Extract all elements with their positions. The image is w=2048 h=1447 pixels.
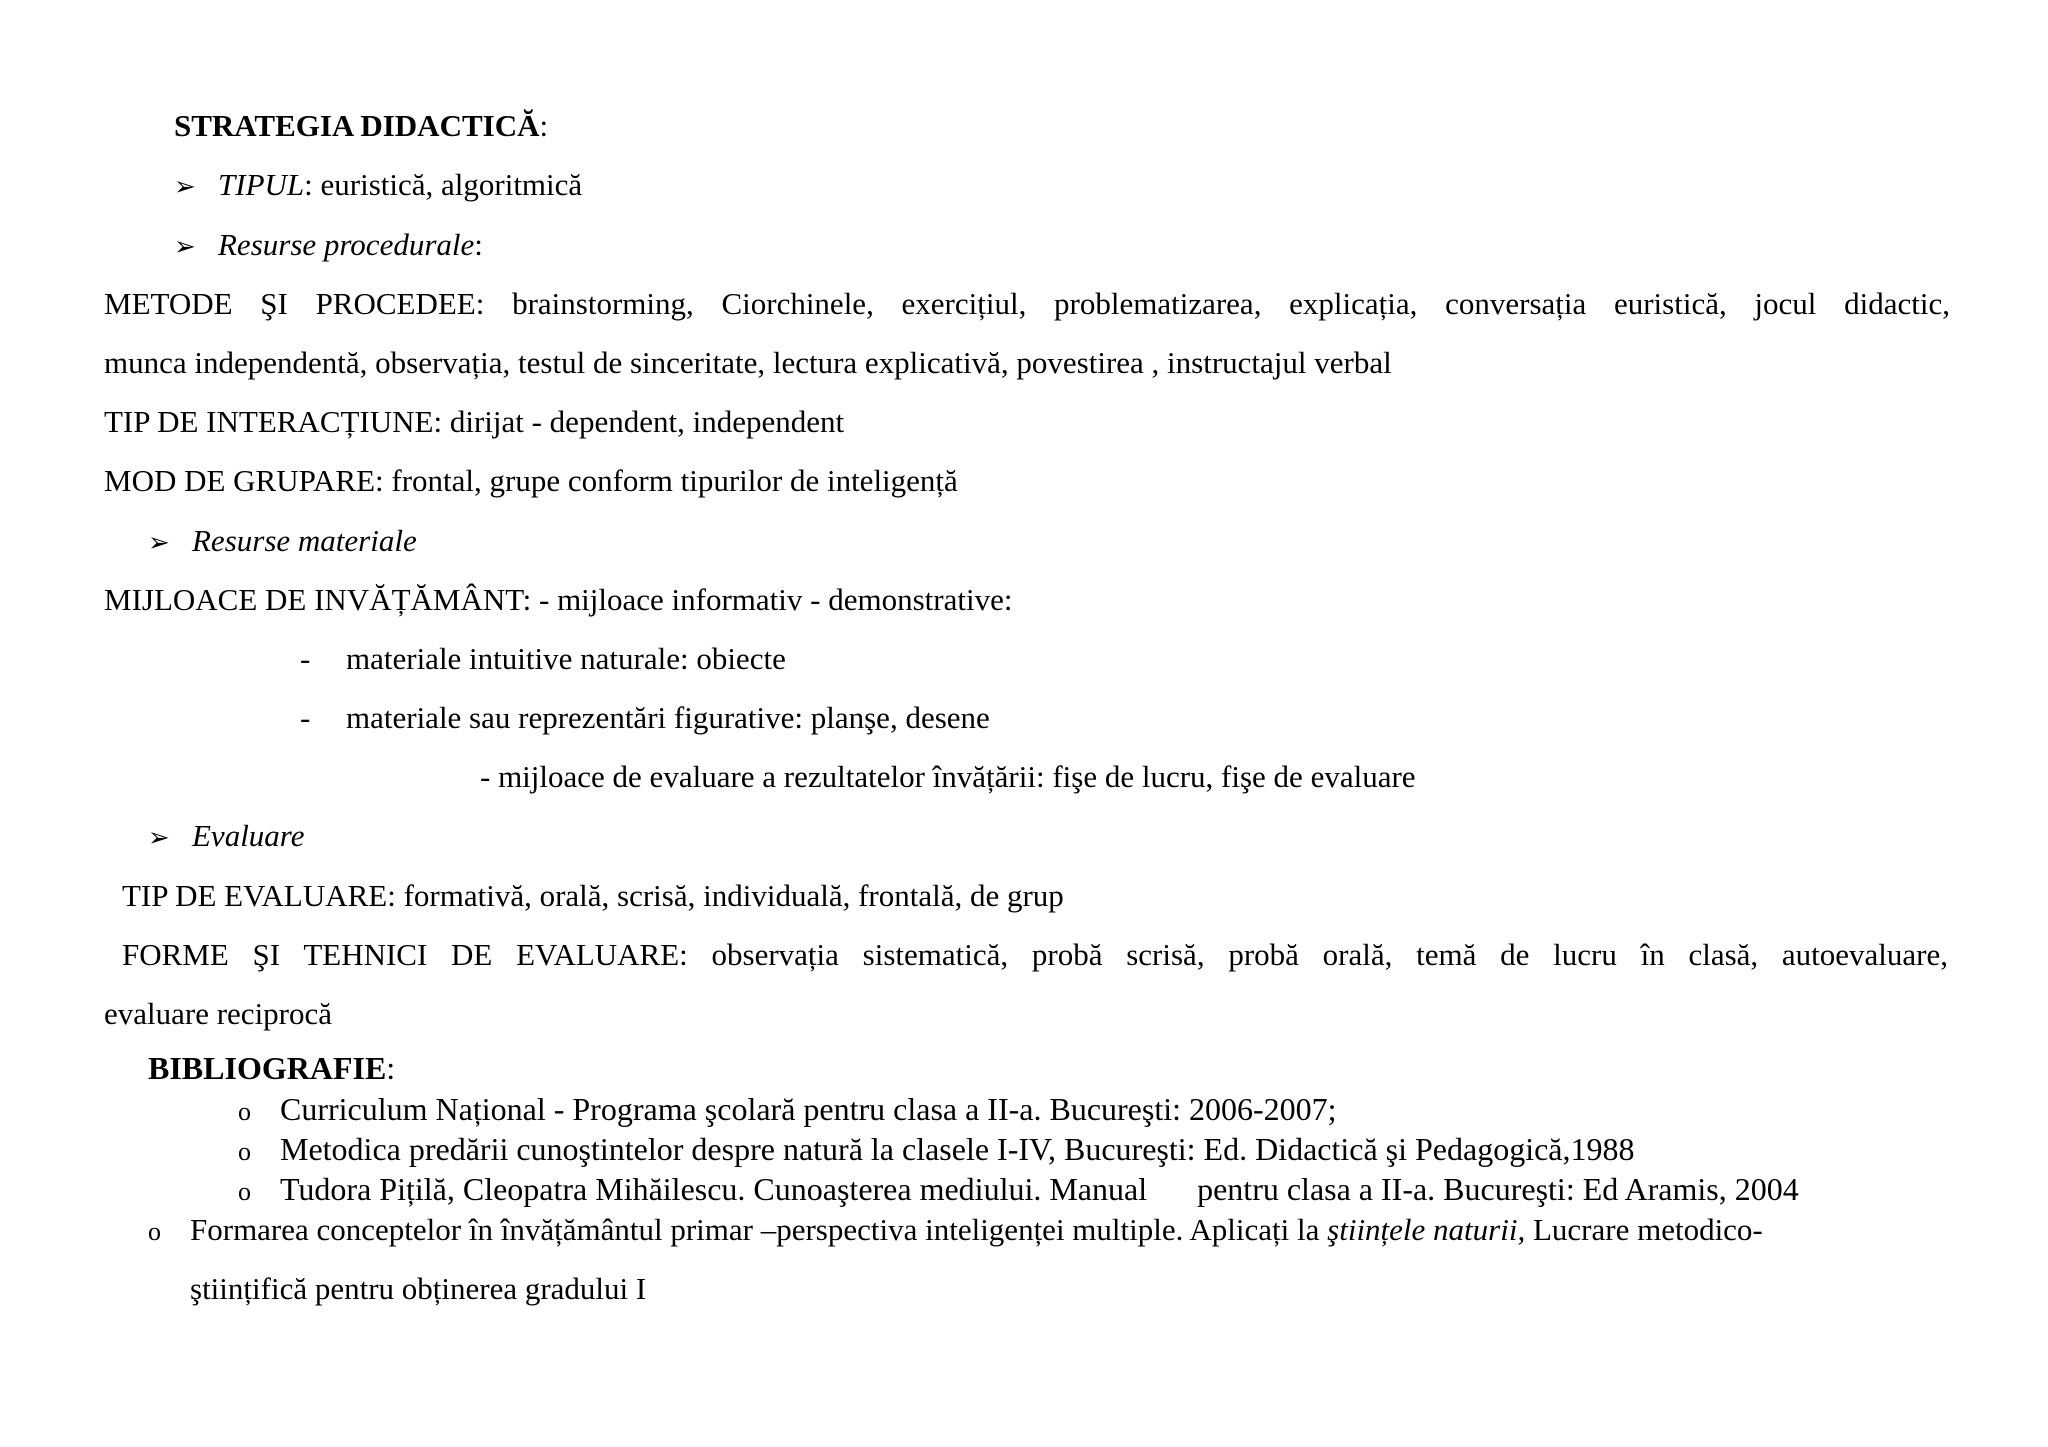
arrow-bullet-icon: ➢ bbox=[174, 172, 196, 201]
procedural-resources-item bbox=[174, 229, 483, 260]
type-item bbox=[174, 169, 582, 200]
arrow-bullet-icon: ➢ bbox=[148, 823, 170, 852]
arrow-bullet-icon: ➢ bbox=[174, 232, 196, 261]
procedural-label: Resurse procedurale bbox=[218, 227, 475, 262]
type-value: : euristică, algoritmică bbox=[304, 167, 583, 202]
bibliography-item-1 bbox=[238, 1093, 1337, 1125]
interaction-type: TIP DE INTERACȚIUNE: dirijat - dependent, independent bbox=[104, 404, 845, 439]
material-label: Resurse materiale bbox=[192, 523, 417, 558]
means-item-1 bbox=[300, 643, 786, 674]
methods-line-2: munca independentă, observația, testul de sinceritate, lectura explicativă, povestirea , instructajul verbal bbox=[104, 345, 1392, 380]
procedural-colon: : bbox=[474, 227, 483, 262]
evaluation-label: Evaluare bbox=[192, 818, 305, 853]
teaching-means: MIJLOACE DE INVĂȚĂMÂNT: - mijloace informativ - demonstrative: bbox=[104, 582, 1013, 617]
means-item-2-text: materiale sau reprezentări figurative: planşe, desene bbox=[346, 700, 990, 735]
means-item-2 bbox=[300, 702, 990, 733]
means-item-1-text: materiale intuitive naturale: obiecte bbox=[346, 641, 786, 676]
evaluation-forms-line-2: evaluare reciprocă bbox=[104, 996, 333, 1031]
evaluation-forms-line-1: FORME ŞI TEHNICI DE EVALUARE: observația sistematică, probă scrisă, probă orală, temă de lucru în clasă, autoevaluare, bbox=[122, 937, 1948, 972]
circle-bullet-icon: o bbox=[238, 1177, 251, 1206]
circle-bullet-icon: o bbox=[238, 1097, 251, 1126]
bibliography-heading-text: BIBLIOGRAFIE bbox=[148, 1050, 387, 1086]
bibliography-item-4-line-2: ştiințifică pentru obținerea gradului I bbox=[190, 1271, 647, 1306]
dash-bullet: - bbox=[300, 641, 311, 676]
grouping-mode: MOD DE GRUPARE: frontal, grupe conform tipurilor de inteligență bbox=[104, 463, 958, 498]
bibliography-item-2-text: Metodica predării cunoştintelor despre natură la clasele I-IV, Bucureşti: Ed. Didactică şi Pedagogică,1988 bbox=[280, 1131, 1635, 1167]
bibliography-item-3 bbox=[238, 1173, 1799, 1205]
bibliography-colon: : bbox=[386, 1050, 396, 1086]
bibliography-item-4 bbox=[148, 1214, 1948, 1245]
evaluation-item bbox=[148, 820, 304, 851]
strategy-heading bbox=[174, 110, 548, 141]
heading-colon: : bbox=[539, 108, 549, 143]
means-evaluation: - mijloace de evaluare a rezultatelor învățării: fişe de lucru, fişe de evaluare bbox=[480, 759, 1416, 794]
bibliography-item-4-text-a: Formarea conceptelor în învățământul primar –perspectiva inteligenței multiple. Aplicați la bbox=[190, 1212, 1328, 1247]
circle-bullet-icon: o bbox=[238, 1137, 251, 1166]
material-resources-item bbox=[148, 525, 417, 556]
dash-bullet: - bbox=[300, 700, 311, 735]
bibliography-item-3-text-a: Tudora Pițilă, Cleopatra Mihăilescu. Cunoaşterea mediului. Manual bbox=[280, 1171, 1148, 1207]
bibliography-item-2 bbox=[238, 1133, 1635, 1165]
strategy-heading-text: STRATEGIA DIDACTICĂ bbox=[174, 108, 540, 143]
circle-bullet-icon: o bbox=[148, 1217, 161, 1246]
bibliography-item-3-text-b: pentru clasa a II-a. Bucureşti: Ed Aramis, 2004 bbox=[1197, 1171, 1799, 1207]
methods-line-1: METODE ŞI PROCEDEE: brainstorming, Ciorchinele, exercițiul, problematizarea, explicația, conversația euristică, jocul didactic, bbox=[104, 286, 1950, 321]
bibliography-heading bbox=[148, 1052, 395, 1084]
evaluation-type: TIP DE EVALUARE: formativă, orală, scrisă, individuală, frontală, de grup bbox=[122, 878, 1064, 913]
arrow-bullet-icon: ➢ bbox=[148, 528, 170, 557]
type-label: TIPUL bbox=[218, 167, 305, 202]
bibliography-item-4-italic: ştiințele naturii, bbox=[1327, 1212, 1526, 1247]
bibliography-item-1-text: Curriculum Național - Programa şcolară pentru clasa a II-a. Bucureşti: 2006-2007; bbox=[280, 1091, 1337, 1127]
bibliography-item-4-text-b: Lucrare metodico- bbox=[1525, 1212, 1763, 1247]
